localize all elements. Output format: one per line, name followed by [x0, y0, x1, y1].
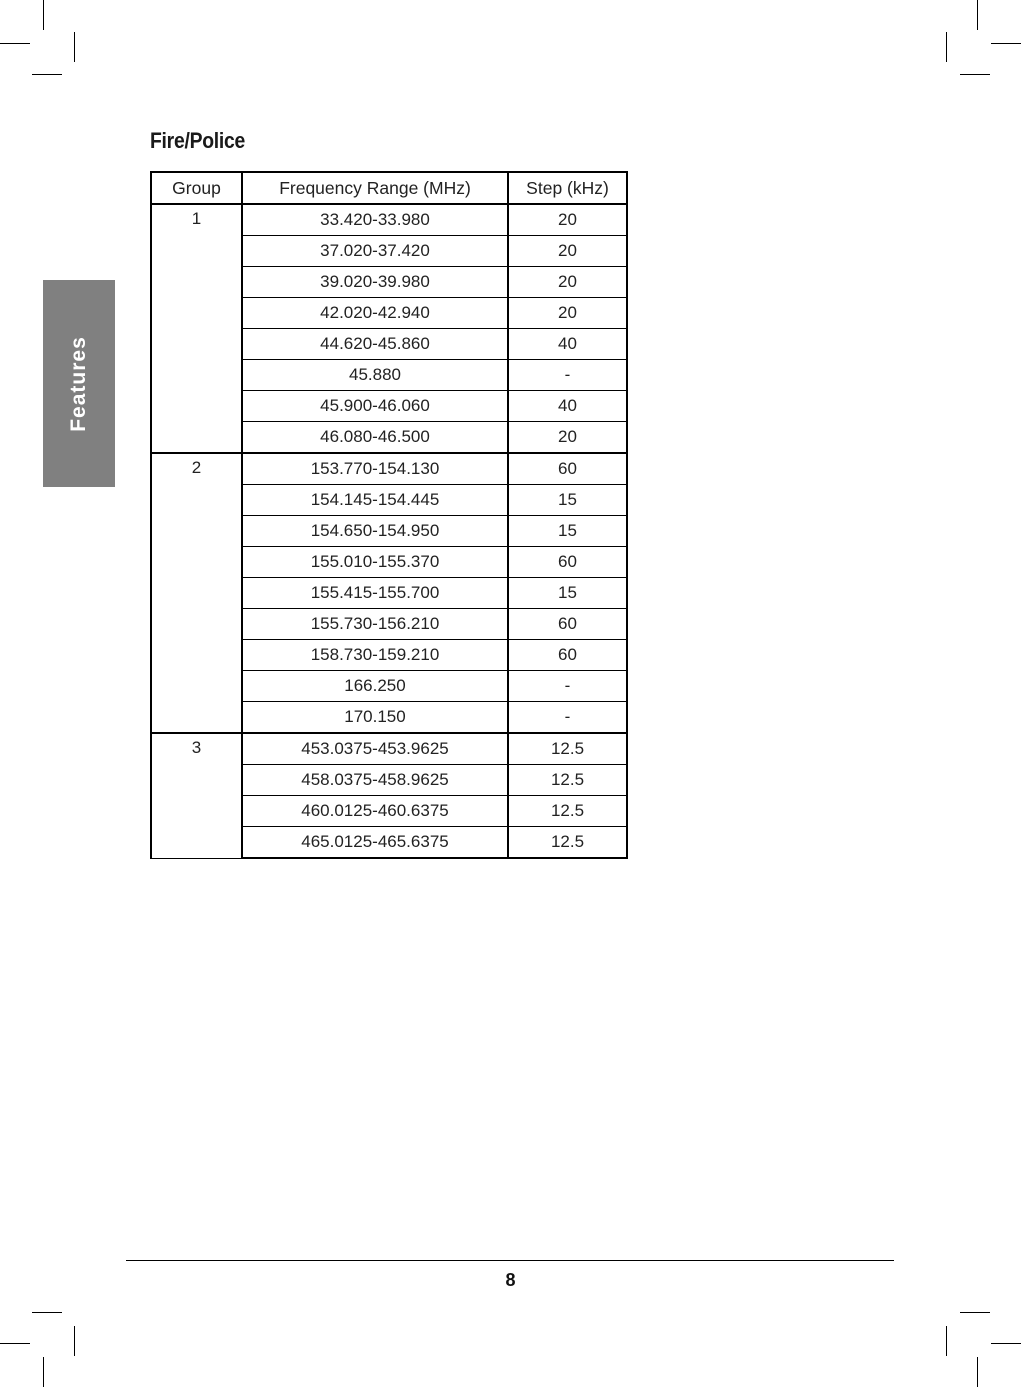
- step-cell: -: [508, 671, 627, 702]
- step-cell: -: [508, 360, 627, 391]
- step-cell: 12.5: [508, 733, 627, 765]
- step-cell: 12.5: [508, 796, 627, 827]
- step-cell: 20: [508, 422, 627, 454]
- frequency-range-cell: 158.730-159.210: [242, 640, 508, 671]
- crop-mark: [43, 1357, 44, 1387]
- frequency-range-cell: 154.650-154.950: [242, 516, 508, 547]
- step-cell: 20: [508, 204, 627, 236]
- step-cell: 20: [508, 298, 627, 329]
- crop-mark: [74, 1326, 75, 1356]
- crop-mark: [977, 0, 978, 30]
- frequency-range-cell: 44.620-45.860: [242, 329, 508, 360]
- crop-mark: [0, 43, 30, 44]
- frequency-range-cell: 170.150: [242, 702, 508, 734]
- footer-rule: [126, 1260, 894, 1261]
- group-cell: 3: [151, 733, 242, 858]
- step-cell: 60: [508, 640, 627, 671]
- frequency-range-cell: 45.880: [242, 360, 508, 391]
- step-cell: 15: [508, 485, 627, 516]
- table-row: [151, 204, 627, 236]
- step-cell: 20: [508, 236, 627, 267]
- frequency-range-cell: 166.250: [242, 671, 508, 702]
- crop-mark: [43, 0, 44, 30]
- frequency-range-cell: 153.770-154.130: [242, 453, 508, 485]
- header-frequency-range: Frequency Range (MHz): [242, 172, 508, 204]
- frequency-range-cell: 154.145-154.445: [242, 485, 508, 516]
- frequency-range-cell: 37.020-37.420: [242, 236, 508, 267]
- crop-mark: [991, 1343, 1021, 1344]
- table-header-row: [151, 172, 627, 204]
- section-side-tab-label: Features: [67, 335, 90, 432]
- section-side-tab: [43, 280, 115, 487]
- frequency-range-cell: 460.0125-460.6375: [242, 796, 508, 827]
- step-cell: 40: [508, 391, 627, 422]
- frequency-range-cell: 155.415-155.700: [242, 578, 508, 609]
- group-cell: 1: [151, 204, 242, 453]
- crop-mark: [32, 74, 62, 75]
- crop-mark: [977, 1357, 978, 1387]
- frequency-range-cell: 45.900-46.060: [242, 391, 508, 422]
- frequency-range-cell: 42.020-42.940: [242, 298, 508, 329]
- step-cell: 60: [508, 547, 627, 578]
- crop-mark: [32, 1312, 62, 1313]
- header-step: Step (kHz): [508, 172, 627, 204]
- frequency-range-cell: 46.080-46.500: [242, 422, 508, 454]
- table-row: [151, 453, 627, 485]
- crop-mark: [960, 1312, 990, 1313]
- step-cell: -: [508, 702, 627, 734]
- page-number: 8: [505, 1270, 516, 1290]
- table-body: [151, 204, 627, 858]
- frequency-range-cell: 458.0375-458.9625: [242, 765, 508, 796]
- step-cell: 60: [508, 609, 627, 640]
- frequency-range-cell: 33.420-33.980: [242, 204, 508, 236]
- step-cell: 15: [508, 578, 627, 609]
- crop-mark: [960, 74, 990, 75]
- page-heading: Fire/Police: [150, 128, 246, 153]
- crop-mark: [991, 43, 1021, 44]
- frequency-range-cell: 155.730-156.210: [242, 609, 508, 640]
- crop-mark: [0, 1343, 30, 1344]
- step-cell: 60: [508, 453, 627, 485]
- step-cell: 12.5: [508, 827, 627, 859]
- frequency-table: [150, 171, 628, 859]
- crop-mark: [946, 1326, 947, 1356]
- step-cell: 12.5: [508, 765, 627, 796]
- step-cell: 15: [508, 516, 627, 547]
- frequency-range-cell: 465.0125-465.6375: [242, 827, 508, 859]
- step-cell: 20: [508, 267, 627, 298]
- frequency-range-cell: 155.010-155.370: [242, 547, 508, 578]
- group-cell: 2: [151, 453, 242, 733]
- crop-mark: [74, 32, 75, 62]
- frequency-range-cell: 39.020-39.980: [242, 267, 508, 298]
- crop-mark: [946, 32, 947, 62]
- frequency-range-cell: 453.0375-453.9625: [242, 733, 508, 765]
- step-cell: 40: [508, 329, 627, 360]
- header-group: Group: [151, 172, 242, 204]
- table-row: [151, 733, 627, 765]
